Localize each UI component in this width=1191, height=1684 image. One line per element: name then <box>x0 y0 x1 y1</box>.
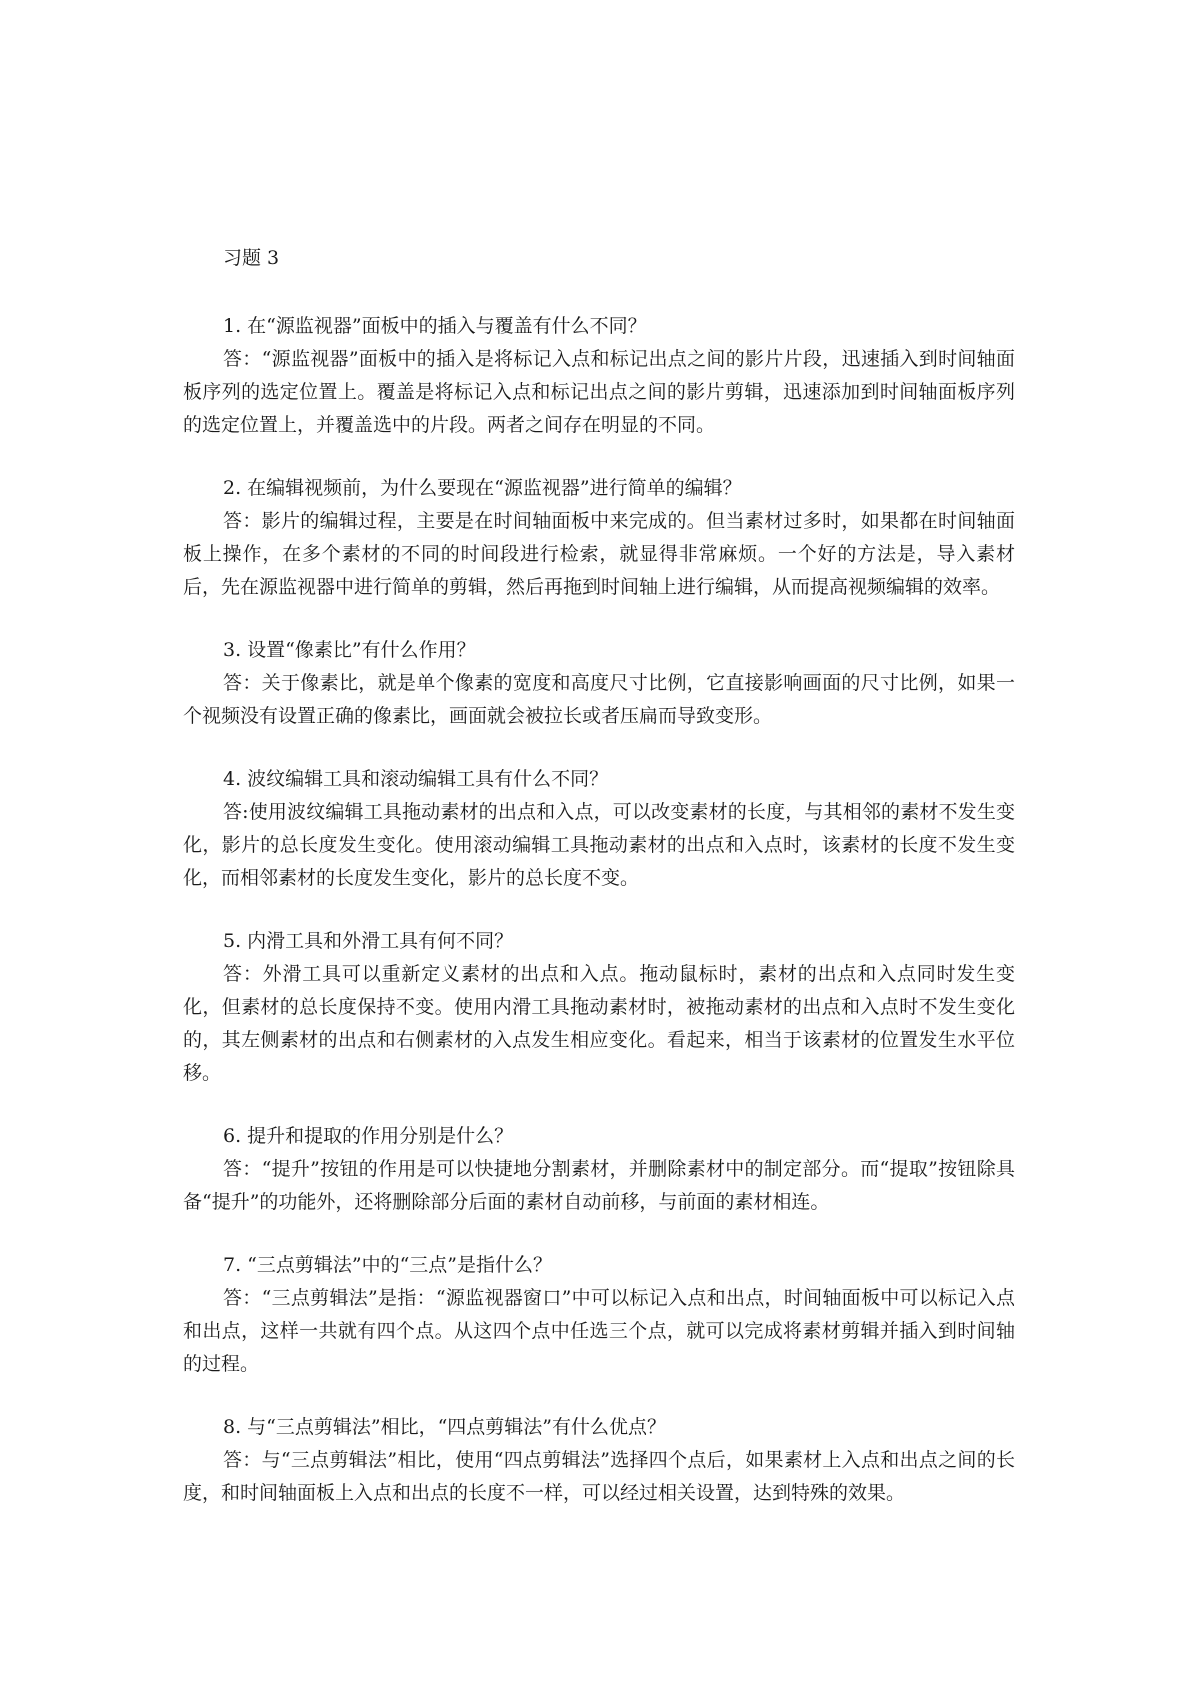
question-1: 1. 在“源监视器”面板中的插入与覆盖有什么不同？ <box>223 315 647 337</box>
qa-item-6 <box>183 1122 1015 1219</box>
qa-item-2 <box>183 474 1015 604</box>
answer-2: 答：影片的编辑过程，主要是在时间轴面板中来完成的。但当素材过多时，如果都在时间轴面板上操作，在多个素材的不同的时间段进行检索，就显得非常麻烦。一个好的方法是，导入素材后，先在源监视器中进行简单的剪辑，然后再拖到时间轴上进行编辑，从而提高视频编辑的效率。 <box>183 510 1015 598</box>
qa-item-5 <box>183 927 1015 1090</box>
answer-5: 答：外滑工具可以重新定义素材的出点和入点。拖动鼠标时，素材的出点和入点同时发生变化，但素材的总长度保持不变。使用内滑工具拖动素材时，被拖动素材的出点和入点时不发生变化的，其左侧素材的出点和右侧素材的入点发生相应变化。看起来，相当于该素材的位置发生水平位移。 <box>183 963 1015 1084</box>
answer-8: 答：与“三点剪辑法”相比，使用“四点剪辑法”选择四个点后，如果素材上入点和出点之间的长度，和时间轴面板上入点和出点的长度不一样，可以经过相关设置，达到特殊的效果。 <box>183 1449 1015 1504</box>
qa-item-4 <box>183 765 1015 895</box>
qa-item-8 <box>183 1413 1015 1510</box>
question-3: 3. 设置“像素比”有什么作用？ <box>223 639 476 661</box>
answer-6: 答：“提升”按钮的作用是可以快捷地分割素材，并删除素材中的制定部分。而“提取”按钮除具备“提升”的功能外，还将删除部分后面的素材自动前移，与前面的素材相连。 <box>183 1158 1015 1213</box>
qa-item-3 <box>183 636 1015 733</box>
answer-1: 答：“源监视器”面板中的插入是将标记入点和标记出点之间的影片片段，迅速插入到时间轴面板序列的选定位置上。覆盖是将标记入点和标记出点之间的影片剪辑，迅速添加到时间轴面板序列的选定位置上，并覆盖选中的片段。两者之间存在明显的不同。 <box>183 348 1015 436</box>
question-7: 7. “三点剪辑法”中的“三点”是指什么？ <box>223 1254 553 1276</box>
question-8: 8. 与“三点剪辑法”相比，“四点剪辑法”有什么优点？ <box>223 1416 667 1438</box>
question-2: 2. 在编辑视频前，为什么要现在“源监视器”进行简单的编辑？ <box>223 477 742 499</box>
qa-item-7 <box>183 1251 1015 1381</box>
question-5: 5. 内滑工具和外滑工具有何不同？ <box>223 930 514 952</box>
question-4: 4. 波纹编辑工具和滚动编辑工具有什么不同？ <box>223 768 609 790</box>
document-title: 习题 3 <box>223 247 280 269</box>
answer-3: 答：关于像素比，就是单个像素的宽度和高度尺寸比例，它直接影响画面的尺寸比例，如果一个视频没有设置正确的像素比，画面就会被拉长或者压扁而导致变形。 <box>183 672 1015 727</box>
answer-4: 答:使用波纹编辑工具拖动素材的出点和入点，可以改变素材的长度，与其相邻的素材不发生变化，影片的总长度发生变化。使用滚动编辑工具拖动素材的出点和入点时，该素材的长度不发生变化，而相邻素材的长度发生变化，影片的总长度不变。 <box>183 801 1015 889</box>
answer-7: 答：“三点剪辑法”是指：“源监视器窗口”中可以标记入点和出点，时间轴面板中可以标记入点和出点，这样一共就有四个点。从这四个点中任选三个点，就可以完成将素材剪辑并插入到时间轴的过程。 <box>183 1287 1015 1375</box>
question-6: 6. 提升和提取的作用分别是什么？ <box>223 1125 514 1147</box>
qa-item-1 <box>183 312 1015 442</box>
document-page <box>183 244 1015 1542</box>
